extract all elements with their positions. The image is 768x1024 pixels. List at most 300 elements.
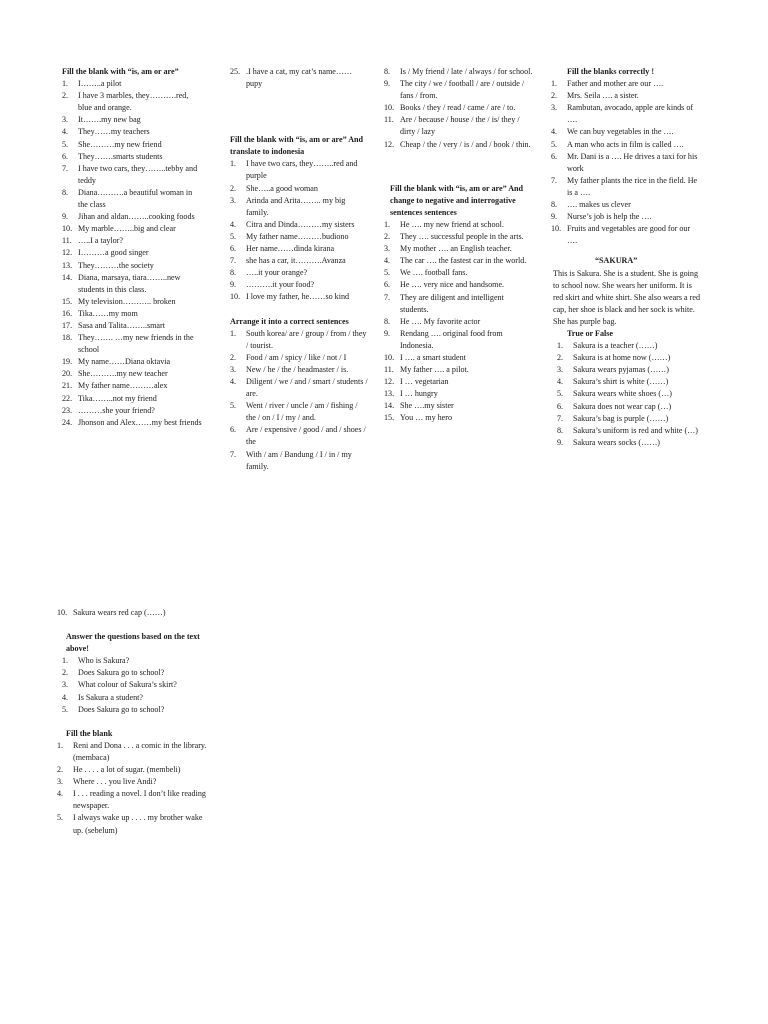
item-text: He …. very nice and handsome. xyxy=(400,280,505,290)
item-text: Who is Sakura? xyxy=(78,656,130,666)
item-number: 3. xyxy=(551,103,558,113)
item-text: Food / am / spicy / like / not / I xyxy=(246,352,347,362)
story-text: This is Sakura. She is a student. She is going to school now. She wears her uniform. It is red skirt and white shirt. She also wears a red cap, her shoe is black and her sock is white. She has purple bag. xyxy=(553,268,700,326)
item-number: 9. xyxy=(230,280,237,290)
item-number: 9. xyxy=(62,212,69,222)
item-number: 2. xyxy=(551,91,558,101)
item-number: 24. xyxy=(62,417,73,427)
list-item xyxy=(557,340,701,352)
section-title: Answer the questions based on the text above! xyxy=(66,632,200,654)
item-number: 10. xyxy=(384,103,395,113)
item-number: 14. xyxy=(62,272,73,282)
list-item xyxy=(384,78,534,102)
item-number: 6. xyxy=(230,425,237,435)
item-number: 15. xyxy=(62,296,73,306)
item-text: With / am / Bandung / I / in / my family. xyxy=(246,449,352,471)
list-item xyxy=(557,437,701,449)
list-item xyxy=(230,255,368,267)
item-number: 2. xyxy=(62,91,69,101)
list-item xyxy=(62,356,202,368)
item-number: 25. xyxy=(230,67,241,76)
item-text: They……. …my new friends in the school xyxy=(78,333,194,355)
item-number: 8. xyxy=(62,187,69,197)
item-text: We …. football fans. xyxy=(400,268,468,278)
list-item xyxy=(230,328,368,352)
list-item xyxy=(62,296,202,308)
item-number: 23. xyxy=(62,405,73,415)
item-text: Jihan and aldan……..cooking foods xyxy=(78,212,195,222)
item-text: A man who acts in film is called …. xyxy=(567,139,684,149)
item-number: 2. xyxy=(230,183,237,193)
item-number: 11. xyxy=(62,236,72,246)
item-text: Mr. Dani is a …. He drives a taxi for his work xyxy=(567,151,698,173)
list-item xyxy=(551,175,701,199)
list-item xyxy=(62,655,207,667)
list-item xyxy=(551,78,701,90)
item-number: 1. xyxy=(557,341,564,351)
list-item xyxy=(384,255,534,267)
item-number: 8. xyxy=(551,200,558,210)
item-text: Rambutan, avocado, apple are kinds of …. xyxy=(567,103,694,125)
item-number: 9. xyxy=(384,328,391,338)
item-text: .I have a cat, my cat’s name……pupy xyxy=(246,67,353,89)
item-number: 17. xyxy=(62,320,73,330)
list-item xyxy=(62,151,202,163)
column-1 xyxy=(62,66,202,429)
list-item xyxy=(230,158,368,182)
item-number: 8. xyxy=(230,268,237,278)
list-item xyxy=(230,364,368,376)
list-item xyxy=(62,405,202,417)
list-item xyxy=(384,279,534,291)
item-text: She………my new friend xyxy=(78,139,162,149)
item-number: 2. xyxy=(62,668,69,678)
item-number: 16. xyxy=(62,308,73,318)
item-number: 5. xyxy=(230,231,237,241)
list-item xyxy=(384,388,534,400)
item-number: 13. xyxy=(62,260,73,270)
item-text: ………she your friend? xyxy=(78,405,155,415)
list-item xyxy=(557,413,701,425)
item-number: 22. xyxy=(62,393,73,403)
section-title: Fill the blank with “is, am or are” And translate to indonesia xyxy=(230,135,364,157)
fill-blank-list xyxy=(57,740,207,837)
exercise-list xyxy=(230,66,368,90)
item-number: 10. xyxy=(384,352,395,362)
item-text: He . . . . a lot of sugar. (membeli) xyxy=(73,765,181,775)
item-number: 1. xyxy=(230,159,237,169)
item-text: Sakura wears white shoes (…) xyxy=(573,389,672,399)
item-number: 2. xyxy=(384,232,391,242)
list-item xyxy=(384,316,534,328)
item-text: You … my hero xyxy=(400,413,453,423)
item-number: 5. xyxy=(557,389,564,399)
item-text: Sakura does not wear cap (…) xyxy=(573,401,672,411)
list-item xyxy=(62,78,202,90)
item-number: 7. xyxy=(557,413,564,423)
item-number: 4. xyxy=(551,127,558,137)
item-text: He …. My favorite actor xyxy=(400,316,481,326)
item-text: I have two cars, they……..red and purple xyxy=(246,159,358,181)
item-number: 5. xyxy=(62,139,69,149)
item-number: 13. xyxy=(384,389,395,399)
item-text: Is / My friend / late / always / for school. xyxy=(400,67,533,76)
item-text: The car …. the fastest car in the world. xyxy=(400,256,527,266)
item-number: 21. xyxy=(62,381,73,391)
item-text: They………the society xyxy=(78,260,154,270)
item-number: 10. xyxy=(551,224,562,234)
item-number: 5. xyxy=(57,813,64,823)
section-title: Arrange it into a correct sentences xyxy=(230,316,349,326)
list-item xyxy=(557,388,701,400)
list-item xyxy=(384,114,534,138)
item-text: The city / we / football / are / outside / fans / from. xyxy=(400,79,525,101)
list-item xyxy=(551,126,701,138)
item-number: 14. xyxy=(384,401,395,411)
list-item xyxy=(557,352,701,364)
list-item xyxy=(62,417,202,429)
exercise-list xyxy=(384,219,534,425)
list-item xyxy=(62,368,202,380)
item-number: 3. xyxy=(62,680,69,690)
list-item xyxy=(384,400,534,412)
item-number: 6. xyxy=(557,401,564,411)
list-item xyxy=(551,139,701,151)
list-item xyxy=(230,183,368,195)
item-text: Does Sakura go to school? xyxy=(78,668,165,678)
item-text: Father and mother are our …. xyxy=(567,79,664,89)
item-text: Is Sakura a student? xyxy=(78,692,143,702)
list-item xyxy=(384,376,534,388)
list-item xyxy=(57,740,207,764)
list-item xyxy=(384,328,534,352)
item-text: Sakura is a teacher (……) xyxy=(573,341,658,351)
item-text: Rendang …. original food from Indonesia. xyxy=(400,328,503,350)
item-text: They……my teachers xyxy=(78,127,150,137)
item-text: Nurse’s job is help the …. xyxy=(567,212,652,222)
list-item xyxy=(62,163,202,187)
item-text: Sakura wears socks (……) xyxy=(573,437,660,447)
list-item xyxy=(384,364,534,376)
item-text: Fruits and vegetables are good for our …. xyxy=(567,224,691,246)
item-text: He …. my new friend at school. xyxy=(400,219,504,229)
list-item xyxy=(230,267,368,279)
item-number: 8. xyxy=(557,425,564,435)
item-number: 4. xyxy=(62,692,69,702)
item-number: 7. xyxy=(230,256,237,266)
list-item xyxy=(230,400,368,424)
item-text: My father …. a pilot. xyxy=(400,365,469,375)
list-item xyxy=(557,425,701,437)
list-item xyxy=(230,66,368,90)
item-number: 4. xyxy=(62,127,69,137)
list-item xyxy=(62,126,202,138)
item-text: My name……Diana oktavia xyxy=(78,357,171,367)
list-item xyxy=(230,291,368,303)
list-item xyxy=(62,235,202,247)
list-item xyxy=(57,764,207,776)
questions-list xyxy=(57,655,207,715)
list-item xyxy=(230,352,368,364)
item-number: 7. xyxy=(230,449,237,459)
list-item xyxy=(62,260,202,272)
list-item xyxy=(57,812,207,836)
list-item xyxy=(62,272,202,296)
page-2-column-1 xyxy=(57,607,207,837)
item-number: 12. xyxy=(384,139,395,149)
exercise-list xyxy=(230,328,368,473)
list-item xyxy=(557,376,701,388)
list-item xyxy=(62,332,202,356)
exercise-list xyxy=(230,158,368,303)
list-item xyxy=(384,412,534,424)
item-text: Sakura’s bag is purple (……) xyxy=(573,413,669,423)
item-text: My marble……..big and clear xyxy=(78,224,176,234)
list-item xyxy=(230,219,368,231)
item-number: 5. xyxy=(230,401,237,411)
list-item xyxy=(57,607,207,619)
item-number: 1. xyxy=(57,740,64,750)
item-number: 4. xyxy=(384,256,391,266)
item-number: 8. xyxy=(384,316,391,326)
item-number: 4. xyxy=(230,376,237,386)
list-item xyxy=(551,199,701,211)
item-text: Cheap / the / very / is / and / book / thin. xyxy=(400,139,531,149)
item-text: Sakura’s shirt is white (……) xyxy=(573,377,669,387)
list-item xyxy=(230,279,368,291)
item-number: 5. xyxy=(551,139,558,149)
section-title: Fill the blank xyxy=(66,728,113,738)
item-text: I …. a smart student xyxy=(400,352,466,362)
item-number: 3. xyxy=(57,777,64,787)
item-text: Sakura wears red cap (……) xyxy=(73,608,166,617)
item-text: Reni and Dona . . . a comic in the library. (membaca) xyxy=(73,740,207,762)
item-number: 10. xyxy=(62,224,73,234)
list-item xyxy=(384,292,534,316)
item-text: I have two cars, they……..tebby and teddy xyxy=(78,163,198,185)
item-number: 11. xyxy=(384,365,394,375)
item-text: My mother …. an English teacher. xyxy=(400,244,512,254)
list-item xyxy=(384,66,534,78)
item-number: 1. xyxy=(551,79,558,89)
item-text: Are / expensive / good / and / shoes / the xyxy=(246,425,366,447)
item-text: We can buy vegetables in the …. xyxy=(567,127,674,137)
item-text: It…….my new bag xyxy=(78,115,141,125)
item-number: 19. xyxy=(62,357,73,367)
list-item xyxy=(62,393,202,405)
list-item xyxy=(62,704,207,716)
item-text: Went / river / uncle / am / fishing / the / on / I / my / and. xyxy=(246,401,358,423)
item-text: She…..a good woman xyxy=(246,183,318,193)
list-item xyxy=(384,102,534,114)
list-item xyxy=(384,243,534,255)
list-item xyxy=(230,231,368,243)
item-number: 9. xyxy=(557,437,564,447)
item-number: 12. xyxy=(62,248,73,258)
item-text: Diligent / we / and / smart / students / are. xyxy=(246,376,368,399)
list-item xyxy=(230,424,368,448)
item-number: 6. xyxy=(230,244,237,254)
list-item xyxy=(551,223,701,247)
item-number: 6. xyxy=(384,280,391,290)
item-number: 7. xyxy=(62,163,69,173)
item-number: 3. xyxy=(384,244,391,254)
item-text: I . . . reading a novel. I don’t like reading newspaper. xyxy=(73,789,206,811)
list-item xyxy=(62,223,202,235)
true-false-list xyxy=(551,340,701,449)
list-item xyxy=(551,151,701,175)
item-text: Books / they / read / came / are / to. xyxy=(400,103,516,113)
section-title: Fill the blank with “is, am or are” And change to negative and interrogative sentences sentences xyxy=(390,183,524,217)
list-item xyxy=(62,692,207,704)
item-number: 9. xyxy=(384,79,391,89)
item-text: Tika……..not my friend xyxy=(78,393,157,403)
item-text: My father name………alex xyxy=(78,381,168,391)
item-number: 2. xyxy=(57,765,64,775)
list-item xyxy=(384,267,534,279)
list-item xyxy=(62,211,202,223)
item-number: 3. xyxy=(557,365,564,375)
item-text: My father name………budiono xyxy=(246,231,349,241)
list-item xyxy=(384,231,534,243)
item-number: 2. xyxy=(557,353,564,363)
item-number: 10. xyxy=(230,292,241,302)
item-number: 3. xyxy=(62,115,69,125)
item-text: I … vegetarian xyxy=(400,377,449,387)
list-item xyxy=(62,380,202,392)
exercise-list xyxy=(551,78,701,247)
column-4 xyxy=(551,66,701,449)
list-item xyxy=(57,788,207,812)
item-number: 8. xyxy=(384,67,391,76)
item-number: 1. xyxy=(62,79,69,89)
item-text: Sakura’s uniform is red and white (…) xyxy=(573,425,698,435)
list-item xyxy=(551,102,701,126)
list-item xyxy=(62,320,202,332)
true-false-list xyxy=(57,607,207,619)
item-text: Diana……….a beautiful woman in the class xyxy=(78,187,193,210)
item-number: 1. xyxy=(230,328,237,338)
item-text: What colour of Sakura’s skirt? xyxy=(78,680,177,690)
list-item xyxy=(557,364,701,376)
story-title: “SAKURA” xyxy=(595,256,638,266)
list-item xyxy=(384,139,534,151)
column-2 xyxy=(230,66,368,473)
exercise-list xyxy=(384,66,534,151)
item-number: 4. xyxy=(230,219,237,229)
item-number: 4. xyxy=(557,377,564,387)
item-number: 4. xyxy=(57,789,64,799)
item-text: New / he / the / headmaster / is. xyxy=(246,364,349,374)
item-text: she has a car, it……….Avanza xyxy=(246,256,346,266)
item-text: Her name……dinda kirana xyxy=(246,244,335,254)
item-number: 6. xyxy=(551,151,558,161)
section-title: Fill the blanks correctly ! xyxy=(567,67,655,76)
item-text: She……….my new teacher xyxy=(78,369,168,379)
list-item xyxy=(230,243,368,255)
item-text: Diana, marsaya, tiara……..new students in this class. xyxy=(78,272,181,294)
list-item xyxy=(62,247,202,259)
item-text: South korea/ are / group / from / they / tourist. xyxy=(246,328,367,350)
item-text: I……..a pilot xyxy=(78,79,122,89)
list-item xyxy=(62,679,207,691)
list-item xyxy=(57,776,207,788)
item-text: Sakura wears pyjamas (……) xyxy=(573,365,669,375)
item-text: They are diligent and intelligent students. xyxy=(400,292,504,314)
item-number: 10. xyxy=(57,608,68,617)
item-number: 18. xyxy=(62,333,73,343)
item-text: My television……….. broken xyxy=(78,296,176,306)
item-text: I have 3 marbles, they……….red, blue and orange. xyxy=(78,91,189,113)
item-text: Mrs. Seila …. a sister. xyxy=(567,91,639,101)
item-number: 6. xyxy=(62,151,69,161)
list-item xyxy=(230,449,368,473)
item-text: They …. successful people in the arts. xyxy=(400,232,524,242)
list-item xyxy=(230,376,368,400)
section-title: Fill the blank with “is, am or are” xyxy=(62,67,179,76)
list-item xyxy=(557,401,701,413)
item-number: 15. xyxy=(384,413,395,423)
item-text: I … hungry xyxy=(400,389,438,399)
list-item xyxy=(551,211,701,223)
exercise-list xyxy=(62,78,202,429)
item-number: 5. xyxy=(384,268,391,278)
list-item xyxy=(62,667,207,679)
section-title: True or False xyxy=(567,328,614,338)
list-item xyxy=(62,187,202,211)
item-number: 11. xyxy=(384,115,394,125)
item-text: She ….my sister xyxy=(400,401,454,411)
list-item xyxy=(384,352,534,364)
item-text: Arinda and Arita…….. my big family. xyxy=(246,195,346,217)
item-text: Tika……my mom xyxy=(78,308,138,318)
item-number: 1. xyxy=(384,219,391,229)
item-number: 7. xyxy=(384,292,391,302)
item-text: …. makes us clever xyxy=(567,200,631,210)
list-item xyxy=(62,114,202,126)
item-text: Sasa and Talita……..smart xyxy=(78,320,165,330)
item-text: …..I a taylor? xyxy=(78,236,123,246)
item-number: 5. xyxy=(62,704,69,714)
list-item xyxy=(230,195,368,219)
item-number: 2. xyxy=(230,352,237,362)
list-item xyxy=(62,308,202,320)
list-item xyxy=(62,90,202,114)
item-text: Where . . . you live Andi? xyxy=(73,777,157,787)
item-number: 9. xyxy=(551,212,558,222)
item-text: They…….smarts students xyxy=(78,151,163,161)
item-number: 12. xyxy=(384,377,395,387)
list-item xyxy=(62,139,202,151)
item-text: I………a good singer xyxy=(78,248,149,258)
item-text: I love my father, he……so kind xyxy=(246,292,350,302)
item-text: I always wake up . . . . my brother wake up. (sebelum) xyxy=(73,813,203,835)
item-text: Are / because / house / the / is/ they / dirty / lazy xyxy=(400,115,520,137)
item-text: …..it your orange? xyxy=(246,268,308,278)
item-text: Citra and Dinda………my sisters xyxy=(246,219,355,229)
column-3 xyxy=(384,66,534,425)
item-number: 7. xyxy=(551,175,558,185)
item-number: 20. xyxy=(62,369,73,379)
item-text: Does Sakura go to school? xyxy=(78,704,165,714)
list-item xyxy=(384,219,534,231)
item-text: Jhonson and Alex……my best friends xyxy=(78,417,202,427)
item-text: My father plants the rice in the field. He is a …. xyxy=(567,175,698,197)
item-number: 3. xyxy=(230,364,237,374)
item-number: 3. xyxy=(230,195,237,205)
list-item xyxy=(551,90,701,102)
item-text: ……….it your food? xyxy=(246,280,315,290)
